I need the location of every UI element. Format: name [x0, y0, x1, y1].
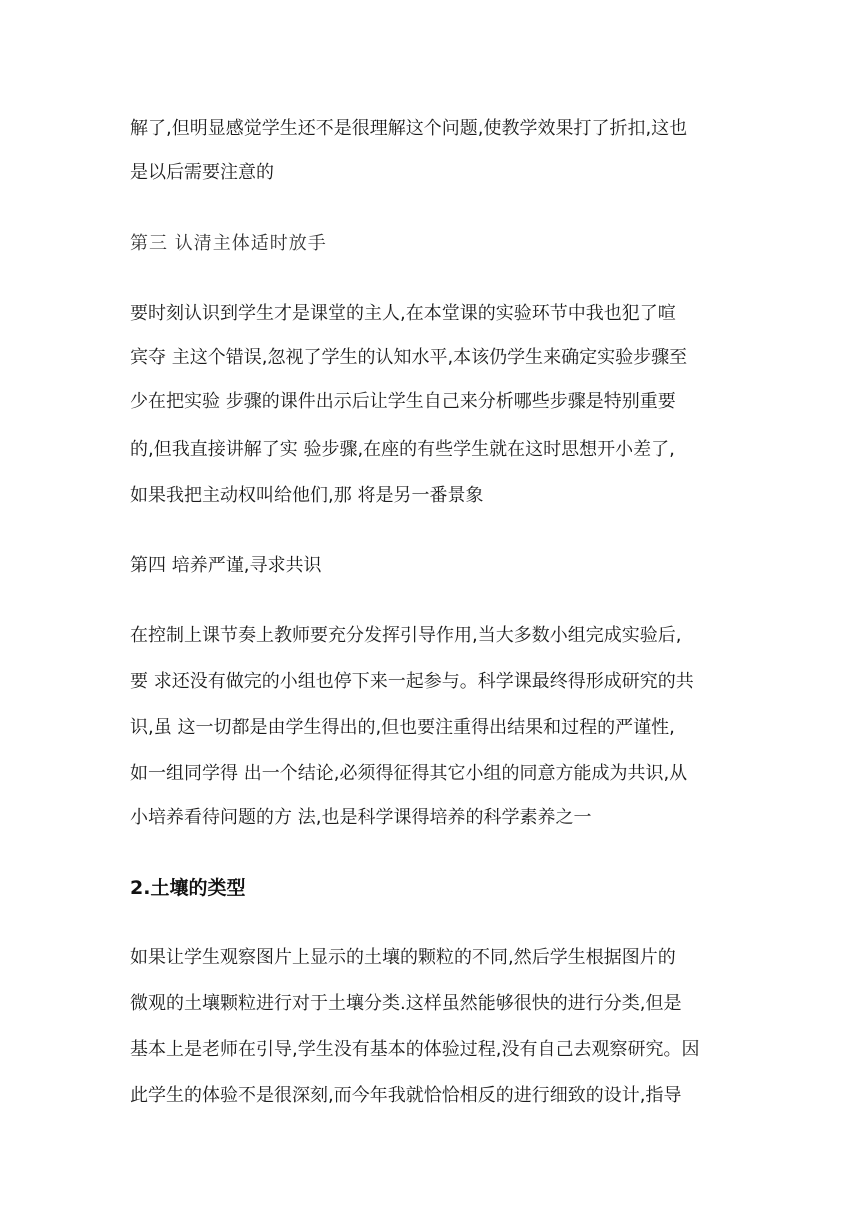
- paragraph-line: 如果让学生观察图片上显示的土壤的颗粒的不同,然后学生根据图片的: [130, 947, 676, 968]
- section-heading-fourth: 第四 培养严谨,寻求共识: [130, 555, 322, 576]
- paragraph-line: 少在把实验 步骤的课件出示后让学生自己来分析哪些步骤是特别重要: [130, 391, 676, 412]
- paragraph-line: 如一组同学得 出一个结论,必须得征得其它小组的同意方能成为共识,从: [130, 763, 688, 784]
- paragraph-line: 微观的土壤颗粒进行对于土壤分类.这样虽然能够很快的进行分类,但是: [130, 993, 682, 1014]
- paragraph-line: 要时刻认识到学生才是课堂的主人,在本堂课的实验环节中我也犯了喧: [130, 303, 676, 324]
- paragraph-line: 要 求还没有做完的小组也停下来一起参与。科学课最终得形成研究的共: [130, 671, 694, 692]
- paragraph-line: 识,虽 这一切都是由学生得出的,但也要注重得出结果和过程的严谨性,: [130, 717, 675, 738]
- paragraph-line: 小培养看待问题的方 法,也是科学课得培养的科学素养之一: [130, 807, 592, 828]
- paragraph-line: 解了,但明显感觉学生还不是很理解这个问题,使教学效果打了折扣,这也: [130, 118, 688, 139]
- paragraph-line: 此学生的体验不是很深刻,而今年我就恰恰相反的进行细致的设计,指导: [130, 1085, 682, 1106]
- paragraph-line: 基本上是老师在引导,学生没有基本的体验过程,没有自己去观察研究。因: [130, 1039, 700, 1060]
- paragraph-line: 是以后需要注意的: [130, 162, 274, 183]
- paragraph-line: 的,但我直接讲解了实 验步骤,在座的有些学生就在这时思想开小差了,: [130, 439, 675, 460]
- paragraph-line: 如果我把主动权叫给他们,那 将是另一番景象: [130, 485, 484, 506]
- paragraph-line: 在控制上课节奏上教师要充分发挥引导作用,当大多数小组完成实验后,: [130, 625, 682, 646]
- section-heading-third: 第三 认清主体适时放手: [130, 233, 327, 254]
- paragraph-line: 宾夺 主这个错误,忽视了学生的认知水平,本该仍学生来确定实验步骤至: [130, 347, 688, 368]
- section-title-soil-types: 2.土壤的类型: [130, 877, 246, 899]
